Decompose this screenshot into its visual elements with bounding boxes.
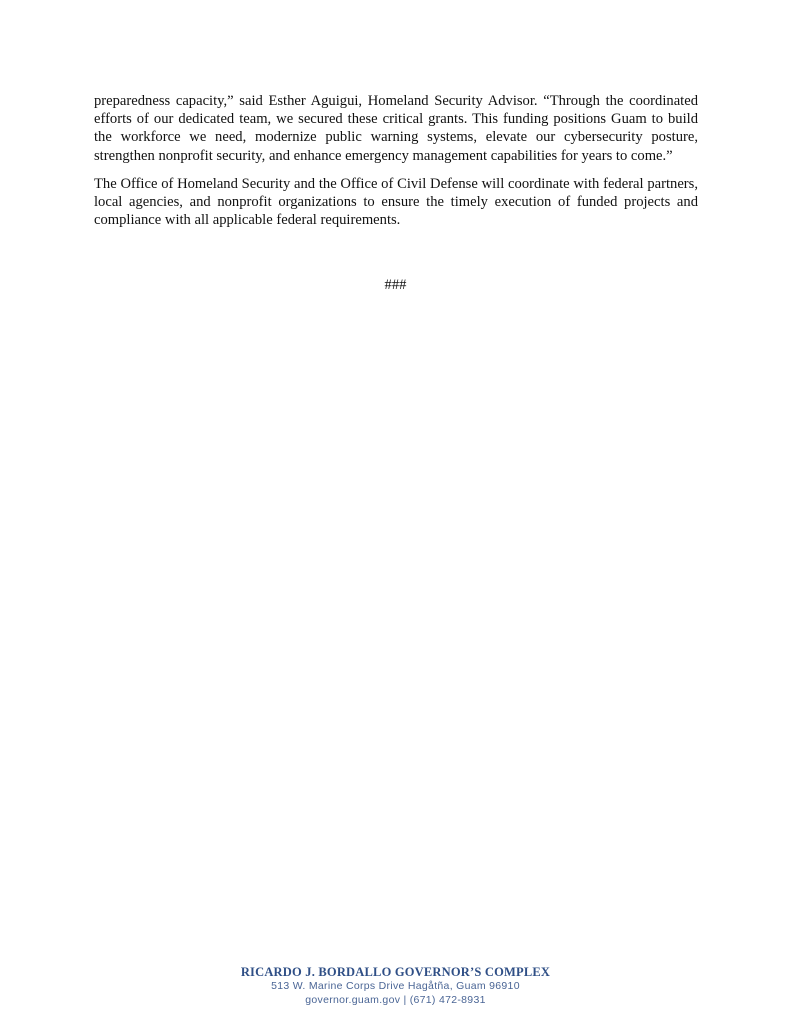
letterhead-footer	[0, 964, 791, 1007]
footer-complex-name: RICARDO J. BORDALLO GOVERNOR’S COMPLEX	[240, 965, 551, 979]
footer-contact: governor.guam.gov | (671) 472-8931	[305, 993, 486, 1006]
footer-address: 513 W. Marine Corps Drive Hagåtña, Guam 96910	[271, 980, 520, 992]
paragraph-quote: preparedness capacity,” said Esther Aguigui, Homeland Security Advisor. “Through the coordinated efforts of our dedicated team, we secured these critical grants. This funding positions Guam to build the workforce we need, modernize public warning systems, elevate our cybersecurity posture, strengthen nonprofit security, and enhance emergency management capabilities for years to come.”	[94, 93, 698, 164]
document-body	[94, 92, 698, 229]
paragraph-coordination: The Office of Homeland Security and the Office of Civil Defense will coordinate with federal partners, local agencies, and nonprofit organizations to ensure the timely execution of funded projects and compliance with all applicable federal requirements.	[94, 175, 698, 229]
end-of-release-mark: ###	[384, 277, 407, 293]
